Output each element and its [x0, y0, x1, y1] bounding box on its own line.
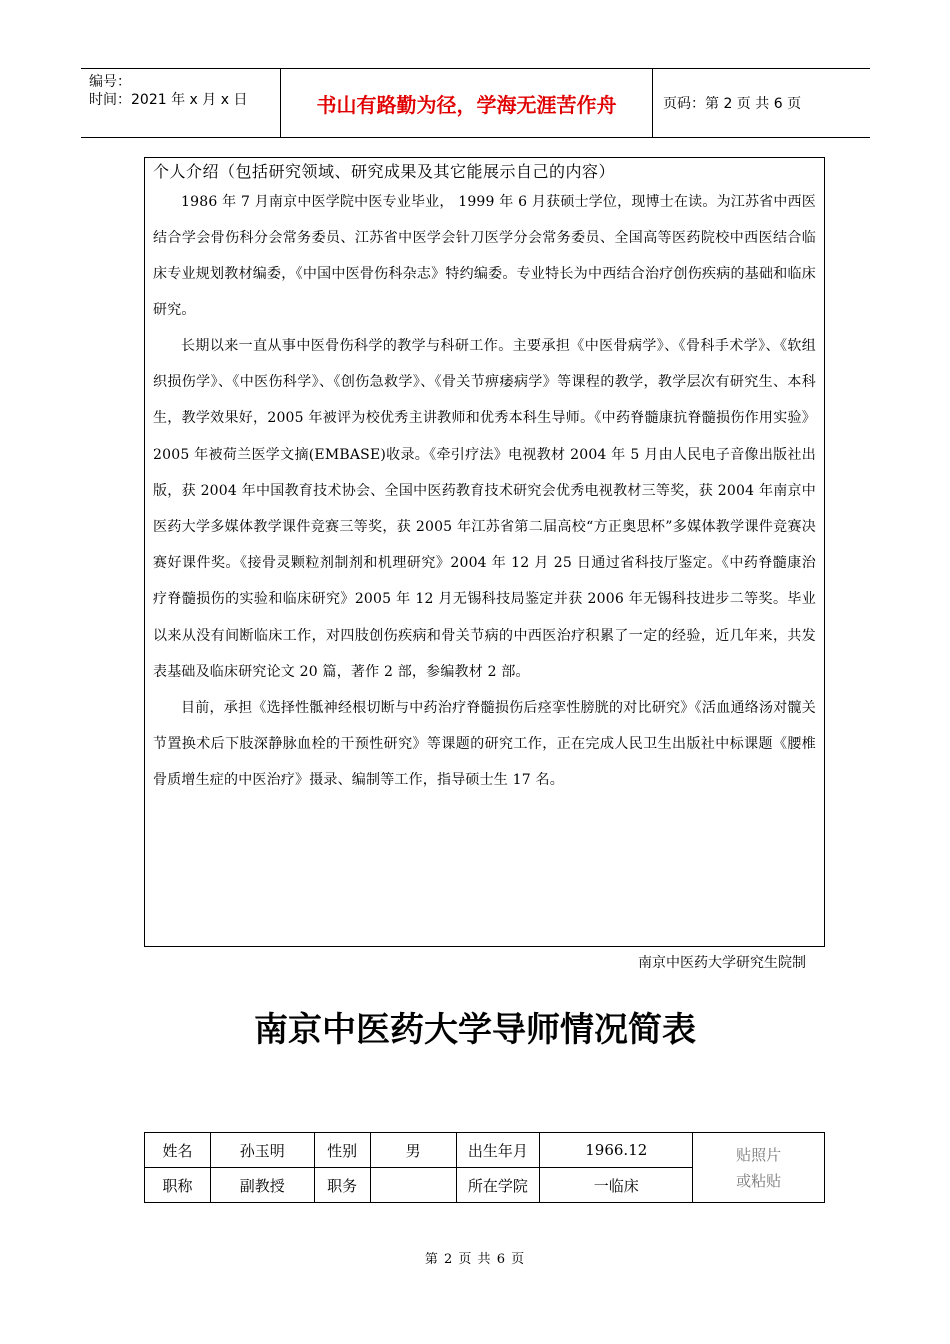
post-value	[370, 1168, 456, 1203]
title-value: 副教授	[210, 1168, 314, 1203]
main-title: 南京中医药大学导师情况简表	[254, 1010, 696, 1050]
photo-line-2: 或粘贴	[736, 1171, 782, 1190]
supervisor-info-table	[144, 1132, 825, 1203]
table-row	[145, 1133, 825, 1168]
intro-paragraph: 目前，承担《选择性骶神经根切断与中药治疗脊髓损伤后痉挛性膀胱的对比研究》《活血通络汤对髋关节置换术后下肢深静脉血栓的干预性研究》等课题的研究工作，正在完成人民卫生出版社中标课题《腰椎骨质增生症的中医治疗》摄录、编制等工作，指导硕士生 17 名。	[153, 700, 816, 789]
photo-line-1: 贴照片	[736, 1145, 782, 1164]
photo-placeholder	[693, 1133, 825, 1203]
name-value: 孙玉明	[210, 1133, 314, 1168]
header-page-info: 页码：第 2 页 共 6 页	[663, 96, 802, 112]
name-label: 姓名	[145, 1133, 211, 1168]
gender-label: 性别	[314, 1133, 370, 1168]
time-label: 时间：2021 年 x 月 x 日	[89, 92, 248, 108]
intro-title: 个人介绍（包括研究领域、研究成果及其它能展示自己的内容）	[153, 162, 616, 181]
intro-box	[144, 157, 825, 947]
header-motto: 书山有路勤为径，学海无涯苦作舟	[281, 69, 653, 137]
birth-label: 出生年月	[456, 1133, 540, 1168]
header-meta	[81, 69, 281, 137]
college-value: 一临床	[540, 1168, 693, 1203]
birth-value: 1966.12	[540, 1133, 693, 1168]
made-by-note: 南京中医药大学研究生院制	[638, 955, 806, 971]
post-label: 职务	[314, 1168, 370, 1203]
number-label: 编号：	[89, 74, 131, 90]
gender-value: 男	[370, 1133, 456, 1168]
title-label: 职称	[145, 1168, 211, 1203]
page-footer: 第 2 页 共 6 页	[424, 1252, 526, 1267]
college-label: 所在学院	[456, 1168, 540, 1203]
page-header	[81, 68, 870, 138]
intro-paragraph: 1986 年 7 月南京中医学院中医专业毕业， 1999 年 6 月获硕士学位，现博士在读。为江苏省中西医结合学会骨伤科分会常务委员、江苏省中医学会针刀医学分会常务委员、全国高等医药院校中西医结合临床专业规划教材编委，《中国中医骨伤科杂志》特约编委。专业特长为中西结合治疗创伤疾病的基础和临床研究。	[153, 194, 816, 318]
intro-paragraph: 长期以来一直从事中医骨伤科学的教学与科研工作。主要承担《中医骨病学》、《骨科手术学》、《软组织损伤学》、《中医伤科学》、《创伤急救学》、《骨关节痹痿病学》等课程的教学，教学层次有研究生、本科生，教学效果好，2005 年被评为校优秀主讲教师和优秀本科生导师。《中药脊髓康抗脊髓损伤作用实验》2005 年被荷兰医学文摘(EMBASE)收录。《牵引疗法》电视教材 2004 年 5 月由人民电子音像出版社出版，获 2004 年中国教育技术协会、全国中医药教育技术研究会优秀电视教材三等奖，获 2004 年南京中医药大学多媒体教学课件竞赛三等奖，获 2005 年江苏省第二届高校“方正奥思杯”多媒体教学课件竞赛决赛好课件奖。《接骨灵颗粒剂制剂和机理研究》2004 年 12 月 25 日通过省科技厅鉴定。《中药脊髓康治疗脊髓损伤的实验和临床研究》2005 年 12 月无锡科技局鉴定并获 2006 年无锡科技进步二等奖。毕业以来从没有间断临床工作，对四肢创伤疾病和骨关节病的中西医治疗积累了一定的经验，近几年来，共发表基础及临床研究论文 20 篇，著作 2 部，参编教材 2 部。	[153, 338, 816, 680]
